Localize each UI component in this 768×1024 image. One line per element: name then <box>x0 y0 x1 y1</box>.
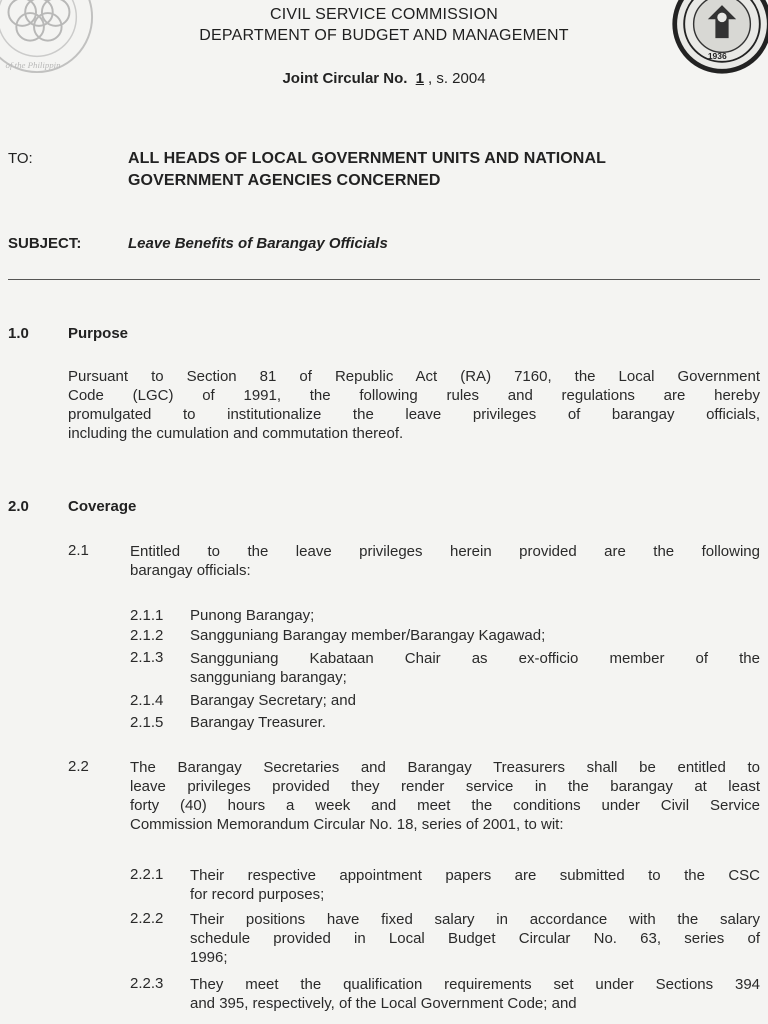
joint-circular-series: , s. 2004 <box>428 70 486 87</box>
section-1-title: Purpose <box>68 325 129 342</box>
item-2-2-2-line: schedule provided in Local Budget Circular No. 63, series of <box>190 930 760 947</box>
to-line1: ALL HEADS OF LOCAL GOVERNMENT UNITS AND NATIONAL <box>128 150 606 167</box>
item-2-2-3-text <box>190 975 760 1013</box>
subsection-2-2-line: leave privileges provided they render service in the barangay at least <box>130 778 760 795</box>
item-2-2-1-line: for record purposes; <box>190 886 325 903</box>
item-2-2-2-line: 1996; <box>190 949 228 966</box>
header-agency-line1: CIVIL SERVICE COMMISSION <box>270 6 498 23</box>
seal-left-text: of the Philippin <box>5 60 61 71</box>
item-2-2-2-number: 2.2.2 <box>130 910 164 927</box>
item-2-1-1-number: 2.1.1 <box>130 607 164 624</box>
item-2-1-5-text: Barangay Treasurer. <box>190 714 326 731</box>
to-line2: GOVERNMENT AGENCIES CONCERNED <box>128 172 441 189</box>
subsection-2-1-paragraph <box>130 542 760 580</box>
item-2-2-2-line: Their positions have fixed salary in accordance with the salary <box>190 911 760 928</box>
section-1-line: Code (LGC) of 1991, the following rules and regulations are hereby <box>68 387 760 404</box>
item-2-1-4-text: Barangay Secretary; and <box>190 692 356 709</box>
section-1-paragraph <box>68 367 760 443</box>
item-2-1-1-text: Punong Barangay; <box>190 607 315 624</box>
joint-circular-line <box>0 70 768 87</box>
seal-right-year: 1936 <box>707 50 727 61</box>
section-1-line: including the cumulation and commutation thereof. <box>68 425 404 442</box>
subsection-2-2-paragraph <box>130 758 760 834</box>
item-2-1-4-number: 2.1.4 <box>130 692 164 709</box>
item-2-2-1-text <box>190 866 760 904</box>
subject-text: Leave Benefits of Barangay Officials <box>128 235 388 252</box>
section-2-number: 2.0 <box>8 498 29 515</box>
subsection-2-1-line: Entitled to the leave privileges herein provided are the following <box>130 543 760 560</box>
divider-rule <box>8 279 760 280</box>
section-1-line: promulgated to institutionalize the leave privileges of barangay officials, <box>68 406 760 423</box>
item-2-2-3-line: and 395, respectively, of the Local Government Code; and <box>190 995 577 1012</box>
item-2-1-3-line: sangguniang barangay; <box>190 669 347 686</box>
item-2-1-5-number: 2.1.5 <box>130 714 164 731</box>
to-recipients <box>128 148 606 192</box>
item-2-2-1-number: 2.2.1 <box>130 866 164 883</box>
joint-circular-prefix: Joint Circular No. <box>282 70 408 87</box>
item-2-1-3-line: Sangguniang Kabataan Chair as ex-officio member of the <box>190 650 760 667</box>
section-1-line: Pursuant to Section 81 of Republic Act (RA) 7160, the Local Government <box>68 368 760 385</box>
item-2-2-3-line: They meet the qualification requirements set under Sections 394 <box>190 976 760 993</box>
item-2-1-3-number: 2.1.3 <box>130 649 164 666</box>
joint-circular-number: 1 <box>415 70 424 87</box>
item-2-1-3-text <box>190 649 760 687</box>
subject-label: SUBJECT: <box>8 235 82 252</box>
item-2-2-3-number: 2.2.3 <box>130 975 164 992</box>
subsection-2-1-number: 2.1 <box>68 542 89 559</box>
item-2-1-2-text: Sangguniang Barangay member/Barangay Kagawad; <box>190 627 546 644</box>
item-2-2-2-text <box>190 910 760 967</box>
section-1-number: 1.0 <box>8 325 29 342</box>
subsection-2-2-number: 2.2 <box>68 758 89 775</box>
subsection-2-2-line: Commission Memorandum Circular No. 18, series of 2001, to wit: <box>130 816 564 833</box>
item-2-1-2-number: 2.1.2 <box>130 627 164 644</box>
item-2-2-1-line: Their respective appointment papers are submitted to the CSC <box>190 867 760 884</box>
header-agency-line2: DEPARTMENT OF BUDGET AND MANAGEMENT <box>199 27 569 44</box>
subsection-2-2-line: The Barangay Secretaries and Barangay Treasurers shall be entitled to <box>130 759 760 776</box>
subsection-2-1-line: barangay officials: <box>130 562 251 579</box>
subsection-2-2-line: forty (40) hours a week and meet the conditions under Civil Service <box>130 797 760 814</box>
to-label: TO: <box>8 150 33 167</box>
section-2-title: Coverage <box>68 498 137 515</box>
